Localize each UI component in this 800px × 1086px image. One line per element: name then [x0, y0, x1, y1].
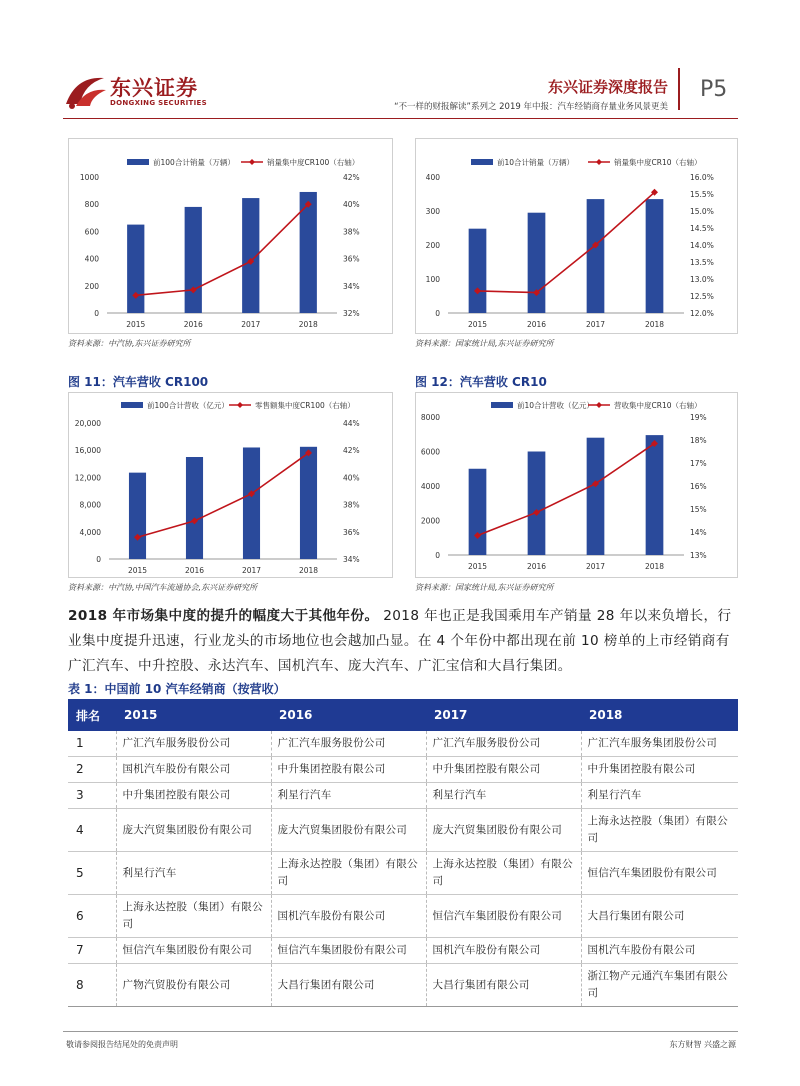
y2-tick-label: 12.5%	[690, 292, 714, 301]
table-header-cell: 2017	[426, 699, 581, 731]
y2-tick-label: 13.5%	[690, 258, 714, 267]
legend-label: 前10合计销量（万辆）	[497, 158, 575, 167]
y-tick-label: 200	[425, 241, 440, 250]
dealer-cell: 广汇汽车服务集团股份公司	[581, 731, 738, 757]
bar	[127, 225, 144, 313]
chart-panel-top100-sales	[68, 138, 393, 334]
dealer-cell: 恒信汽车集团股份有限公司	[581, 852, 738, 895]
y-tick-label: 400	[425, 173, 440, 182]
y-tick-label: 1000	[79, 173, 99, 182]
bar	[646, 199, 664, 313]
dealer-cell: 中升集团控股有限公司	[426, 757, 581, 783]
series-line	[478, 192, 655, 292]
y-tick-label: 200	[84, 281, 99, 291]
chart-legend	[127, 157, 359, 167]
y2-tick-label: 36%	[343, 527, 360, 537]
y2-tick-label: 16%	[690, 482, 707, 491]
header-rule	[63, 118, 738, 119]
table-row	[68, 757, 738, 783]
y-tick-label: 600	[84, 227, 99, 237]
chart-legend	[121, 400, 355, 410]
y2-tick-label: 44%	[343, 419, 360, 428]
legend-marker	[237, 402, 243, 408]
dealer-cell: 利星行汽车	[116, 852, 271, 895]
table-row	[68, 895, 738, 938]
dealer-cell: 国机汽车股份有限公司	[271, 895, 426, 938]
y-tick-label: 12,000	[74, 473, 101, 483]
dealer-cell: 大昌行集团有限公司	[271, 964, 426, 1007]
page-number: P5	[700, 77, 728, 102]
y-tick-label: 800	[84, 200, 99, 210]
y2-tick-label: 38%	[343, 500, 360, 510]
bar	[185, 207, 202, 313]
dealer-cell: 庞大汽贸集团股份有限公司	[271, 809, 426, 852]
table-header-cell: 排名	[68, 699, 116, 731]
dealer-cell: 国机汽车股份有限公司	[426, 938, 581, 964]
chart-top100-revenue	[69, 393, 394, 579]
rank-cell: 2	[68, 757, 116, 783]
y-tick-label: 4,000	[79, 527, 101, 537]
table-header-cell: 2016	[271, 699, 426, 731]
y-tick-label: 2000	[420, 516, 440, 526]
bar	[587, 199, 605, 313]
dealer-cell: 大昌行集团有限公司	[581, 895, 738, 938]
chart-source: 资料来源：国家统计局,东兴证券研究所	[415, 583, 554, 592]
dealer-cell: 国机汽车股份有限公司	[581, 938, 738, 964]
y2-tick-label: 14%	[690, 528, 707, 537]
x-tick-label: 2017	[241, 320, 261, 329]
dealer-cell: 浙江物产元通汽车集团有限公司	[581, 964, 738, 1007]
chart-source: 资料来源：中汽协,中国汽车流通协会,东兴证券研究所	[68, 583, 258, 592]
y2-tick-label: 36%	[343, 254, 360, 264]
y2-tick-label: 15%	[690, 505, 707, 514]
paragraph-body: 2018 年也正是我国乘用车产销量 28 年以来负增长，行业集中度提升迅速，行业龙头的市场地位也会越加凸显。在 4 个年份中都出现在前 10 榜单的上市经销商有广汇汽车、中升控股、永达汽车、国机汽车、庞大汽车、广汇宝信和大昌行集团。	[68, 608, 732, 674]
legend-bar-swatch	[127, 159, 149, 165]
table-title: 表 1：中国前 10 汽车经销商（按营收）	[68, 682, 286, 696]
y2-tick-label: 40%	[343, 473, 360, 483]
bar	[646, 435, 664, 555]
company-logo-english: DONGXING SECURITIES	[110, 99, 207, 107]
chart-source: 资料来源：国家统计局,东兴证券研究所	[415, 339, 554, 348]
legend-bar-swatch	[471, 159, 493, 165]
legend-label: 前100合计销量（万辆）	[153, 158, 235, 167]
table-row	[68, 783, 738, 809]
bar	[587, 438, 605, 555]
legend-label: 前100合计营收（亿元）	[147, 401, 229, 410]
figure-title: 图 12：汽车营收 CR10	[415, 375, 547, 389]
legend-bar-swatch	[121, 402, 143, 408]
bar	[300, 447, 317, 559]
dealer-cell: 上海永达控股（集团）有限公司	[116, 895, 271, 938]
dealer-cell: 上海永达控股（集团）有限公司	[426, 852, 581, 895]
y2-tick-label: 14.5%	[690, 224, 714, 233]
rank-cell: 3	[68, 783, 116, 809]
legend-marker	[596, 402, 602, 408]
y2-tick-label: 13%	[690, 551, 707, 560]
dealer-cell: 上海永达控股（集团）有限公司	[581, 809, 738, 852]
y2-tick-label: 34%	[343, 281, 360, 291]
x-tick-label: 2016	[526, 562, 547, 571]
rank-cell: 1	[68, 731, 116, 757]
x-tick-label: 2015	[127, 566, 148, 575]
x-tick-label: 2017	[585, 562, 606, 571]
table-row	[68, 938, 738, 964]
x-tick-label: 2015	[126, 320, 146, 329]
x-tick-label: 2015	[467, 320, 488, 329]
y-tick-label: 0	[435, 551, 440, 560]
chart-source: 资料来源：中汽协,东兴证券研究所	[68, 339, 191, 348]
y-tick-label: 100	[425, 275, 440, 284]
bar	[243, 447, 260, 559]
legend-label: 销量集中度CR10（右轴）	[614, 158, 702, 167]
chart-top10-revenue	[416, 393, 739, 579]
rank-cell: 5	[68, 852, 116, 895]
chart-top10-sales	[416, 139, 739, 335]
bar	[469, 469, 487, 555]
chart-legend	[491, 400, 702, 410]
dealer-ranking-table	[68, 699, 738, 1007]
dealer-cell: 恒信汽车集团股份有限公司	[116, 938, 271, 964]
y2-tick-label: 42%	[343, 446, 360, 456]
table-header-cell: 2015	[116, 699, 271, 731]
dealer-cell: 广汇汽车服务股份公司	[116, 731, 271, 757]
body-paragraph	[68, 604, 736, 679]
rank-cell: 7	[68, 938, 116, 964]
series-line	[138, 453, 309, 537]
y2-tick-label: 14.0%	[690, 241, 714, 250]
x-tick-label: 2016	[526, 320, 547, 329]
rank-cell: 8	[68, 964, 116, 1007]
legend-marker	[249, 159, 255, 165]
y2-tick-label: 12.0%	[690, 309, 714, 318]
chart-legend	[471, 157, 702, 167]
x-tick-label: 2016	[184, 566, 205, 575]
table-header-row	[68, 699, 738, 731]
series-line	[478, 443, 655, 535]
rank-cell: 4	[68, 809, 116, 852]
x-tick-label: 2016	[183, 320, 203, 329]
legend-label: 零售额集中度CR100（右轴）	[255, 401, 355, 410]
footer-rule	[63, 1031, 738, 1032]
bar	[129, 473, 146, 559]
table-row	[68, 809, 738, 852]
y-tick-label: 400	[84, 254, 99, 264]
series-line	[136, 204, 309, 295]
dealer-cell: 上海永达控股（集团）有限公司	[271, 852, 426, 895]
dealer-cell: 国机汽车股份有限公司	[116, 757, 271, 783]
y-tick-label: 8,000	[79, 500, 101, 510]
paragraph-lead: 2018 年市场集中度的提升的幅度大于其他年份。	[68, 608, 379, 624]
company-logo-icon	[62, 70, 108, 110]
dealer-cell: 恒信汽车集团股份有限公司	[271, 938, 426, 964]
y2-tick-label: 42%	[343, 173, 360, 182]
x-tick-label: 2018	[644, 320, 665, 329]
y2-tick-label: 15.0%	[690, 207, 714, 216]
y-tick-label: 0	[96, 555, 101, 564]
x-tick-label: 2017	[585, 320, 606, 329]
y-tick-label: 0	[435, 309, 440, 318]
report-title: 东兴证券深度报告	[547, 78, 668, 96]
y2-tick-label: 18%	[690, 436, 707, 445]
header-divider	[678, 68, 680, 110]
chart-top100-sales	[69, 139, 394, 335]
legend-label: 销量集中度CR100（右轴）	[267, 158, 360, 167]
dealer-cell: 利星行汽车	[426, 783, 581, 809]
bar	[469, 229, 487, 313]
y2-tick-label: 17%	[690, 459, 707, 468]
table-header-cell: 2018	[581, 699, 738, 731]
dealer-cell: 中升集团控股有限公司	[581, 757, 738, 783]
table-row	[68, 852, 738, 895]
y-tick-label: 4000	[420, 482, 440, 491]
dealer-cell: 广汇汽车服务股份公司	[426, 731, 581, 757]
dealer-cell: 庞大汽贸集团股份有限公司	[116, 809, 271, 852]
y2-tick-label: 19%	[690, 413, 707, 422]
dealer-cell: 中升集团控股有限公司	[116, 783, 271, 809]
y2-tick-label: 13.0%	[690, 275, 714, 284]
dealer-cell: 中升集团控股有限公司	[271, 757, 426, 783]
y2-tick-label: 38%	[343, 227, 360, 237]
dealer-cell: 大昌行集团有限公司	[426, 964, 581, 1007]
y-tick-label: 6000	[420, 447, 440, 457]
company-logo-text: 东兴证券	[110, 76, 198, 100]
y-tick-label: 8000	[420, 413, 440, 422]
x-tick-label: 2017	[241, 566, 262, 575]
chart-panel-top10-revenue	[415, 392, 738, 578]
bar	[186, 457, 203, 559]
dealer-cell: 恒信汽车集团股份有限公司	[426, 895, 581, 938]
legend-marker	[596, 159, 602, 165]
chart-panel-top100-revenue	[68, 392, 393, 578]
table-row	[68, 964, 738, 1007]
y2-tick-label: 40%	[343, 200, 360, 210]
dealer-cell: 广汇汽车服务股份公司	[271, 731, 426, 757]
x-tick-label: 2018	[298, 566, 319, 575]
footer-disclaimer: 敬请参阅报告结尾处的免责声明	[66, 1040, 178, 1049]
legend-label: 前10合计营收（亿元）	[517, 401, 595, 410]
x-tick-label: 2018	[644, 562, 665, 571]
chart-panel-top10-sales	[415, 138, 738, 334]
x-tick-label: 2015	[467, 562, 488, 571]
dealer-cell: 利星行汽车	[271, 783, 426, 809]
legend-label: 营收集中度CR10（右轴）	[614, 401, 702, 410]
rank-cell: 6	[68, 895, 116, 938]
table-row	[68, 731, 738, 757]
y-tick-label: 300	[425, 207, 440, 216]
dealer-cell: 利星行汽车	[581, 783, 738, 809]
dealer-cell: 广物汽贸股份有限公司	[116, 964, 271, 1007]
bar	[528, 213, 546, 313]
dealer-cell: 庞大汽贸集团股份有限公司	[426, 809, 581, 852]
y-tick-label: 16,000	[74, 446, 101, 456]
y-tick-label: 0	[94, 309, 99, 318]
y2-tick-label: 15.5%	[690, 190, 714, 199]
figure-title: 图 11：汽车营收 CR100	[68, 375, 209, 389]
y2-tick-label: 32%	[343, 309, 360, 318]
y2-tick-label: 16.0%	[690, 173, 714, 182]
x-tick-label: 2018	[298, 320, 318, 329]
bar	[528, 452, 546, 556]
footer-slogan: 东方财智 兴盛之源	[669, 1040, 736, 1049]
y2-tick-label: 34%	[343, 555, 360, 564]
legend-bar-swatch	[491, 402, 513, 408]
report-subtitle: “不一样的财报解读”系列之 2019 年中报：汽车经销商存量业务风景更美	[394, 102, 668, 112]
y-tick-label: 20,000	[74, 419, 101, 428]
